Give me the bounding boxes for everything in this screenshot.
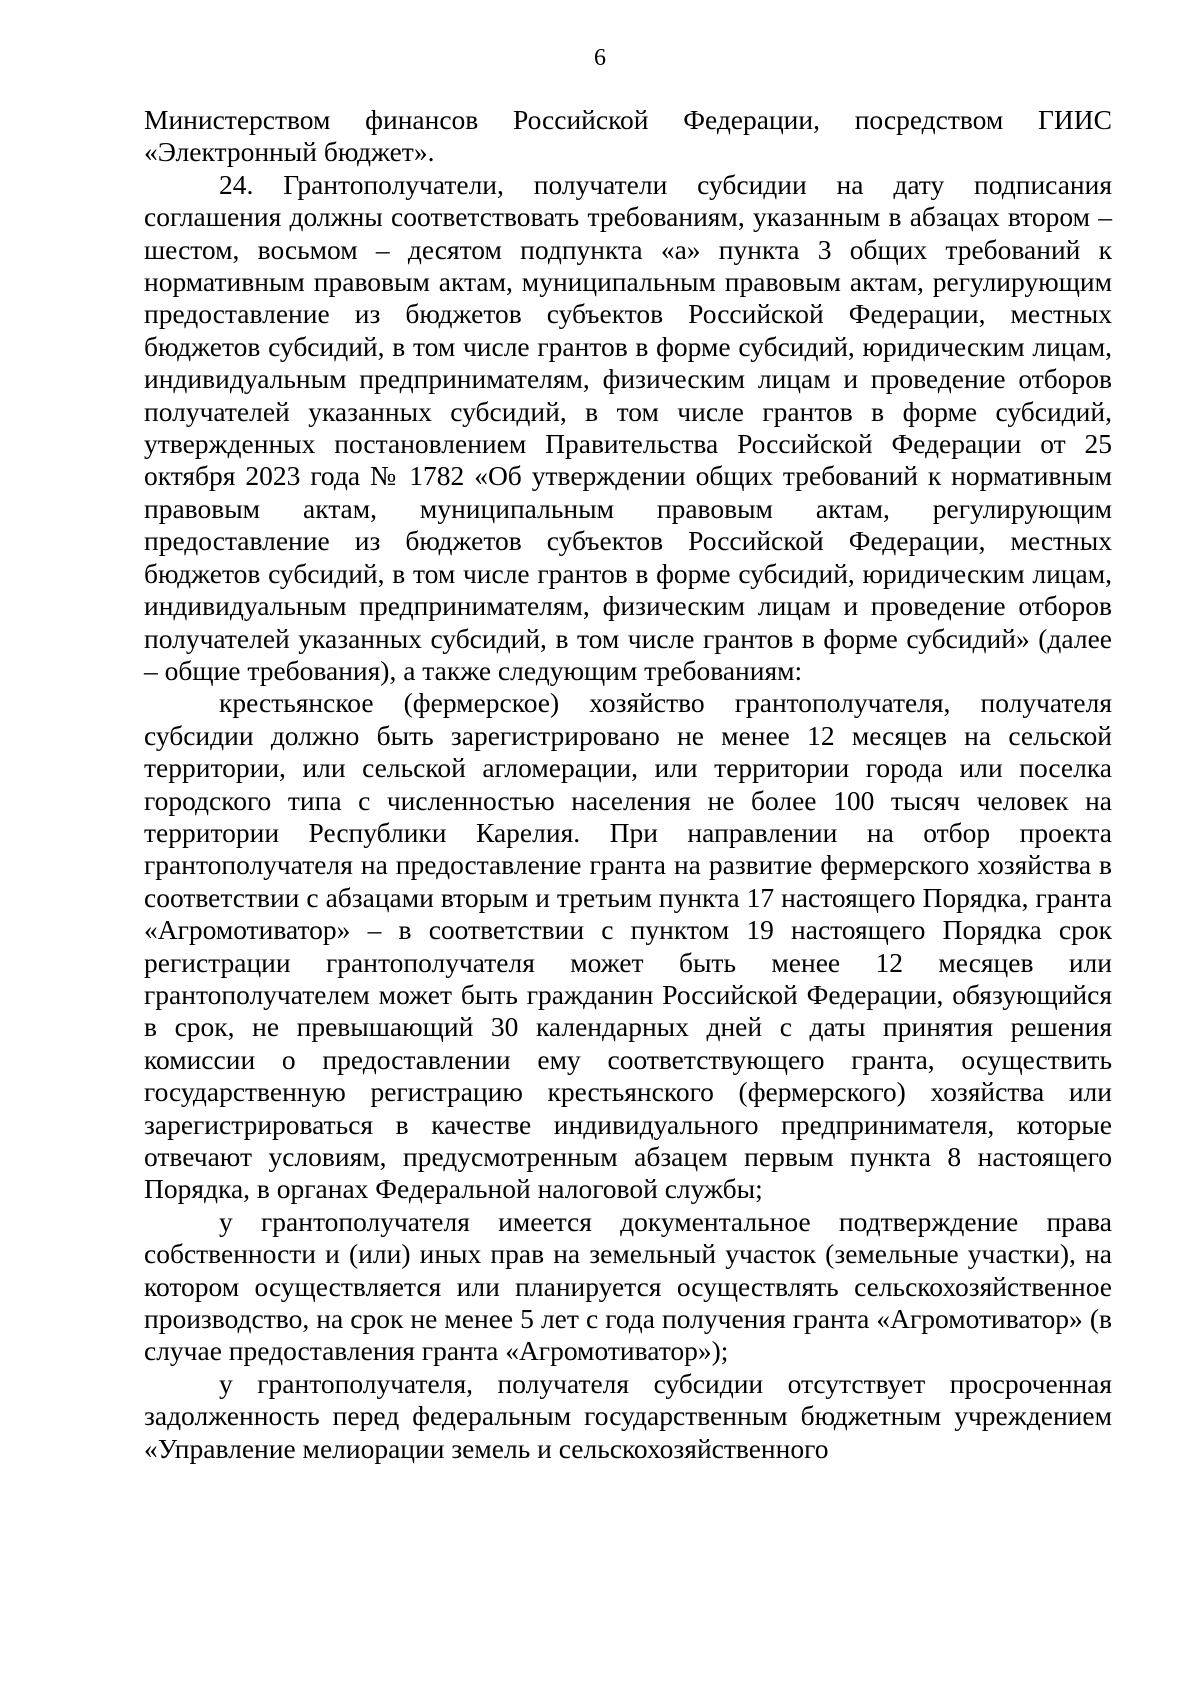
paragraph-continuation: Министерством финансов Российской Федерации, посредством ГИИС «Электронный бюджет». [144,104,1112,168]
paragraph-no-debt: у грантополучателя, получателя субсидии отсутствует просроченная задолженность перед федеральным государственным бюджетным учреждением «Управление мелиорации земель и сельскохозяйственного [144,1367,1112,1464]
page-number: 6 [594,45,606,71]
document-body [144,104,1112,1465]
paragraph-farm-registration: крестьянское (фермерское) хозяйство грантополучателя, получателя субсидии должно быть зарегистрировано не менее 12 месяцев на сельской территории, или сельской агломерации, или территории города или поселка городского типа с численностью населения не более 100 тысяч человек на территории Республики Карелия. При направлении на отбор проекта грантополучателя на предоставление гранта на развитие фермерского хозяйства в соответствии с абзацами вторым и третьим пункта 17 настоящего Порядка, гранта «Агромотиватор» – в соответствии с пунктом 19 настоящего Порядка срок регистрации грантополучателя может быть менее 12 месяцев или грантополучателем может быть гражданин Российской Федерации, обязующийся в срок, не превышающий 30 календарных дней с даты принятия решения комиссии о предоставлении ему соответствующего гранта, осуществить государственную регистрацию крестьянского (фермерского) хозяйства или зарегистрироваться в качестве индивидуального предпринимателя, которые отвечают условиям, предусмотренным абзацем первым пункта 8 настоящего Порядка, в органах Федеральной налоговой службы; [144,687,1112,1205]
paragraph-land-rights: у грантополучателя имеется документальное подтверждение права собственности и (или) иных прав на земельный участок (земельные участки), на котором осуществляется или планируется осуществлять сельскохозяйственное производство, на срок не менее 5 лет с года получения гранта «Агромотиватор» (в случае предоставления гранта «Агромотиватор»); [144,1205,1112,1367]
paragraph-item-24: 24. Грантополучатели, получатели субсидии на дату подписания соглашения должны соответствовать требованиям, указанным в абзацах втором – шестом, восьмом – десятом подпункта «а» пункта 3 общих требований к нормативным правовым актам, муниципальным правовым актам, регулирующим предоставление из бюджетов субъектов Российской Федерации, местных бюджетов субсидий, в том числе грантов в форме субсидий, юридическим лицам, индивидуальным предпринимателям, физическим лицам и проведение отборов получателей указанных субсидий, в том числе грантов в форме субсидий, утвержденных постановлением Правительства Российской Федерации от 25 октября 2023 года № 1782 «Об утверждении общих требований к нормативным правовым актам, муниципальным правовым актам, регулирующим предоставление из бюджетов субъектов Российской Федерации, местных бюджетов субсидий, в том числе грантов в форме субсидий, юридическим лицам, индивидуальным предпринимателям, физическим лицам и проведение отборов получателей указанных субсидий, в том числе грантов в форме субсидий» (далее – общие требования), а также следующим требованиям: [144,168,1112,686]
